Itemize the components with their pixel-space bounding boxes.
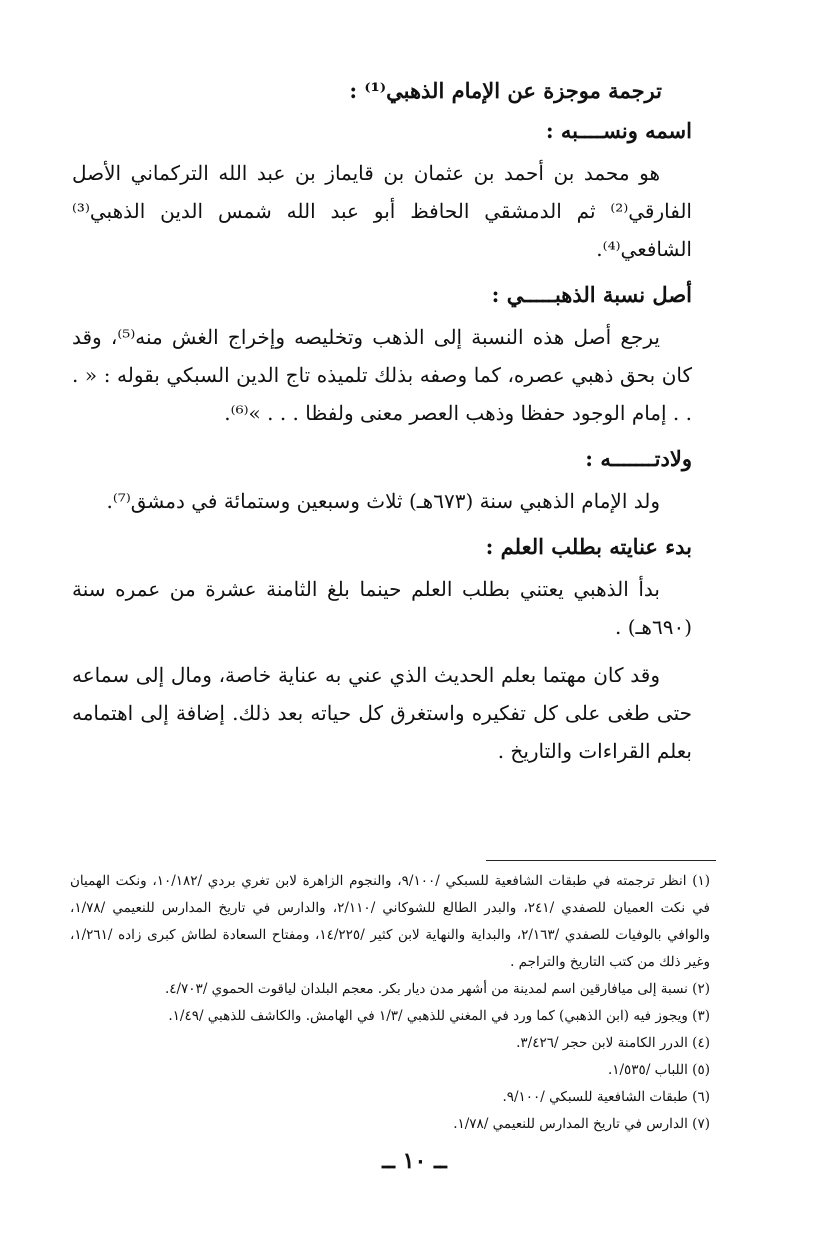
section-heading-study: بدء عنايته بطلب العلم : xyxy=(485,534,692,559)
paragraph-study-2: وقد كان مهتما بعلم الحديث الذي عني به عناية خاصة، ومال إلى سماعه حتى طغى على كل تفكيره واستغرق كل حياته بعد ذلك. إضافة إلى اهتمامه بعلم القراءات والتاريخ . xyxy=(72,663,692,763)
footnote-1: (١) انظر ترجمته في طبقات الشافعية للسبكي /٩/١٠٠، والنجوم الزاهرة لابن تغري بردي /١٠/١٨٢، ونكت الهميان في نكت العميان للصفدي /٢٤١، والبدر الطالع للشوكاني /٢/١١٠، والدارس في تاريخ المدارس للنعيمي /١/٧٨، والوافي بالوفيات للصفدي /٢/١٦٣، والبداية والنهاية لابن كثير /١٤/٢٢٥، ومفتاح السعادة لطاش كبرى زاده /١/٢٦١، وغير ذلك من كتب التاريخ والتراجم . xyxy=(70,873,711,970)
footnote-7: (٧) الدارس في تاريخ المدارس للنعيمي /١/٧٨. xyxy=(453,1116,710,1132)
footnote-3: (٣) ويجوز فيه (ابن الذهبي) كما ورد في المغني للذهبي /١/٣ في الهامش. والكاشف للذهبي /١/٤٩. xyxy=(168,1008,710,1024)
footnotes xyxy=(70,868,710,1138)
page-title: ترجمة موجزة عن الإمام الذهبي⁽¹⁾ : xyxy=(349,78,662,103)
main-text xyxy=(72,74,692,780)
footnote-6: (٦) طبقات الشافعية للسبكي /٩/١٠٠. xyxy=(502,1089,710,1105)
footnote-2: (٢) نسبة إلى ميافارقين اسم لمدينة من أشهر مدن ديار بكر. معجم البلدان لياقوت الحموي /٤/٧٠٣. xyxy=(164,981,710,997)
section-heading-birth: ولادتـــــــه : xyxy=(585,446,692,471)
paragraph-origin: يرجع أصل هذه النسبة إلى الذهب وتخليصه وإخراج الغش منه⁽⁵⁾، وقد كان بحق ذهبي عصره، كما وصفه بذلك تلميذه تاج الدين السبكي بقوله : « . . . إمام الوجود حفظا وذهب العصر معنى ولفظا . . . »⁽⁶⁾. xyxy=(72,325,692,425)
footnote-5: (٥) اللباب /١/٥٣٥. xyxy=(607,1062,710,1078)
page-number: ــ ١٠ ــ xyxy=(382,1148,447,1174)
paragraph-birth: ولد الإمام الذهبي سنة (٦٧٣هـ) ثلاث وسبعين وستمائة في دمشق⁽⁷⁾. xyxy=(106,489,660,513)
section-heading-name: اسمه ونســــبه : xyxy=(545,118,692,143)
footnote-4: (٤) الدرر الكامنة لابن حجر /٣/٤٢٦. xyxy=(516,1035,710,1051)
paragraph-study-1: بدأ الذهبي يعتني بطلب العلم حينما بلغ الثامنة عشرة من عمره سنة (٦٩٠هـ) . xyxy=(72,577,692,639)
paragraph-name: هو محمد بن أحمد بن عثمان بن قايماز بن عبد الله التركماني الأصل الفارقي⁽²⁾ ثم الدمشقي الحافظ أبو عبد الله شمس الدين الذهبي⁽³⁾ الشافعي⁽⁴⁾. xyxy=(72,161,692,261)
section-heading-origin: أصل نسبة الذهبـــــي : xyxy=(491,282,692,307)
footnote-separator xyxy=(486,860,716,861)
